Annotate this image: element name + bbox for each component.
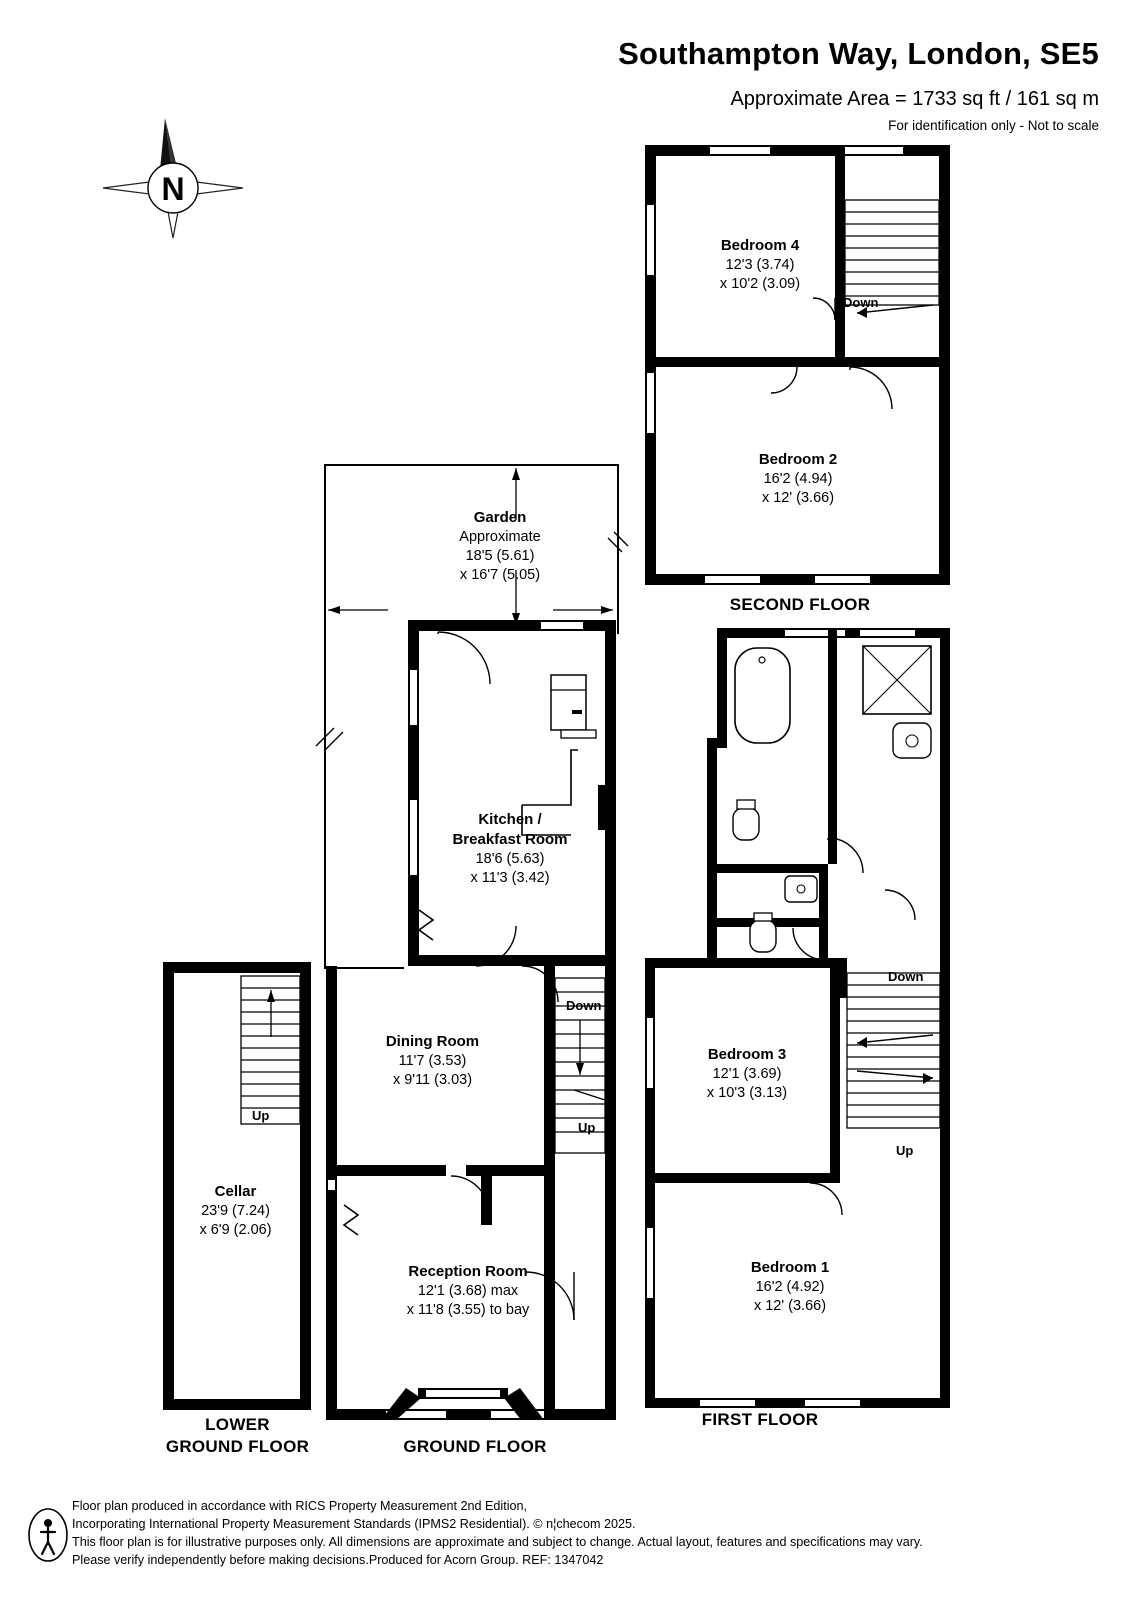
bedroom4-dim2: x 10'2 (3.09) <box>719 276 801 293</box>
kitchen-name-line2: Breakfast Room <box>452 831 568 849</box>
first-floor-up-label: Up <box>896 1143 914 1158</box>
second-floor-down-label: Down <box>843 295 879 310</box>
bedroom3-dim2: x 10'3 (3.13) <box>706 1085 788 1102</box>
bedroom3-name: Bedroom 3 <box>707 1046 787 1063</box>
compass-north-label: N <box>161 171 185 207</box>
kitchen-dim1: 18'6 (5.63) <box>475 851 545 868</box>
bedroom1-name: Bedroom 1 <box>750 1259 830 1276</box>
second-floor-plan <box>645 145 950 585</box>
kitchen-name-line1: Kitchen / <box>478 811 542 828</box>
footer-disclaimer <box>72 1498 1072 1570</box>
ground-floor-title: GROUND FLOOR <box>403 1437 547 1456</box>
second-floor-title: SECOND FLOOR <box>729 595 871 614</box>
lower-ground-up-label: Up <box>252 1108 270 1123</box>
footer-line-2: Incorporating International Property Measurement Standards (IPMS2 Residential). © n¦checom 2025. <box>72 1516 636 1531</box>
bedroom4-dim1: 12'3 (3.74) <box>725 257 795 274</box>
bedroom1-dim2: x 12' (3.66) <box>753 1298 827 1315</box>
bedroom2-dim2: x 12' (3.66) <box>761 490 835 507</box>
compass-rose <box>103 118 243 238</box>
ground-floor-up-label: Up <box>578 1120 596 1135</box>
ground-floor-down-label: Down <box>566 998 602 1013</box>
lower-ground-floor-title-line2: GROUND FLOOR <box>165 1437 310 1456</box>
garden-name: Garden <box>473 509 527 526</box>
lower-ground-floor-title-line1: LOWER <box>205 1415 270 1434</box>
footer-line-4: Please verify independently before making decisions.Produced for Acorn Group. REF: 1347042 <box>72 1552 604 1567</box>
first-floor-title: FIRST FLOOR <box>701 1410 819 1429</box>
reception-room-dim2: x 11'8 (3.55) to bay <box>406 1302 530 1319</box>
kitchen-dim2: x 11'3 (3.42) <box>470 870 550 887</box>
reception-room-label <box>348 1262 588 1320</box>
reception-room-dim1: 12'1 (3.68) max <box>417 1283 519 1300</box>
bedroom4-name: Bedroom 4 <box>720 237 800 254</box>
footer-line-1: Floor plan produced in accordance with RICS Property Measurement 2nd Edition, <box>72 1499 528 1513</box>
approximate-area: Approximate Area = 1733 sq ft / 161 sq m <box>730 88 1099 110</box>
kitchen-label <box>400 810 620 889</box>
garden-dim1: 18'5 (5.61) <box>465 548 535 565</box>
bedroom4-label <box>660 236 860 294</box>
first-floor-down-label: Down <box>888 969 924 984</box>
garden-dimension-arrows <box>318 460 628 640</box>
garden-dim2: x 16'7 (5.05) <box>459 567 541 584</box>
dining-room-dim2: x 9'11 (3.03) <box>392 1072 473 1089</box>
bedroom1-label <box>690 1258 890 1316</box>
bedroom3-dim1: 12'1 (3.69) <box>712 1066 782 1083</box>
bedroom2-name: Bedroom 2 <box>758 451 838 468</box>
identification-note: For identification only - Not to scale <box>888 118 1099 133</box>
bedroom2-dim1: 16'2 (4.94) <box>763 471 833 488</box>
dining-room-dim1: 11'7 (3.53) <box>398 1053 467 1070</box>
dining-room-label <box>325 1032 540 1090</box>
cellar-name: Cellar <box>214 1183 257 1200</box>
bedroom3-label <box>647 1045 847 1103</box>
bedroom2-label <box>698 450 898 508</box>
reception-room-name: Reception Room <box>408 1263 528 1280</box>
page-title: Southampton Way, London, SE5 <box>618 36 1099 71</box>
footer-line-3: This floor plan is for illustrative purposes only. All dimensions are approximate and subject to change. Actual layout, features and specifications may vary. <box>72 1534 923 1549</box>
garden-sub: Approximate <box>459 529 541 546</box>
accessibility-icon <box>28 1508 68 1562</box>
cellar-label <box>158 1182 313 1240</box>
dining-room-name: Dining Room <box>385 1033 480 1050</box>
cellar-dim1: 23'9 (7.24) <box>201 1203 270 1220</box>
bedroom1-dim1: 16'2 (4.92) <box>755 1279 825 1296</box>
cellar-dim2: x 6'9 (2.06) <box>199 1222 272 1239</box>
